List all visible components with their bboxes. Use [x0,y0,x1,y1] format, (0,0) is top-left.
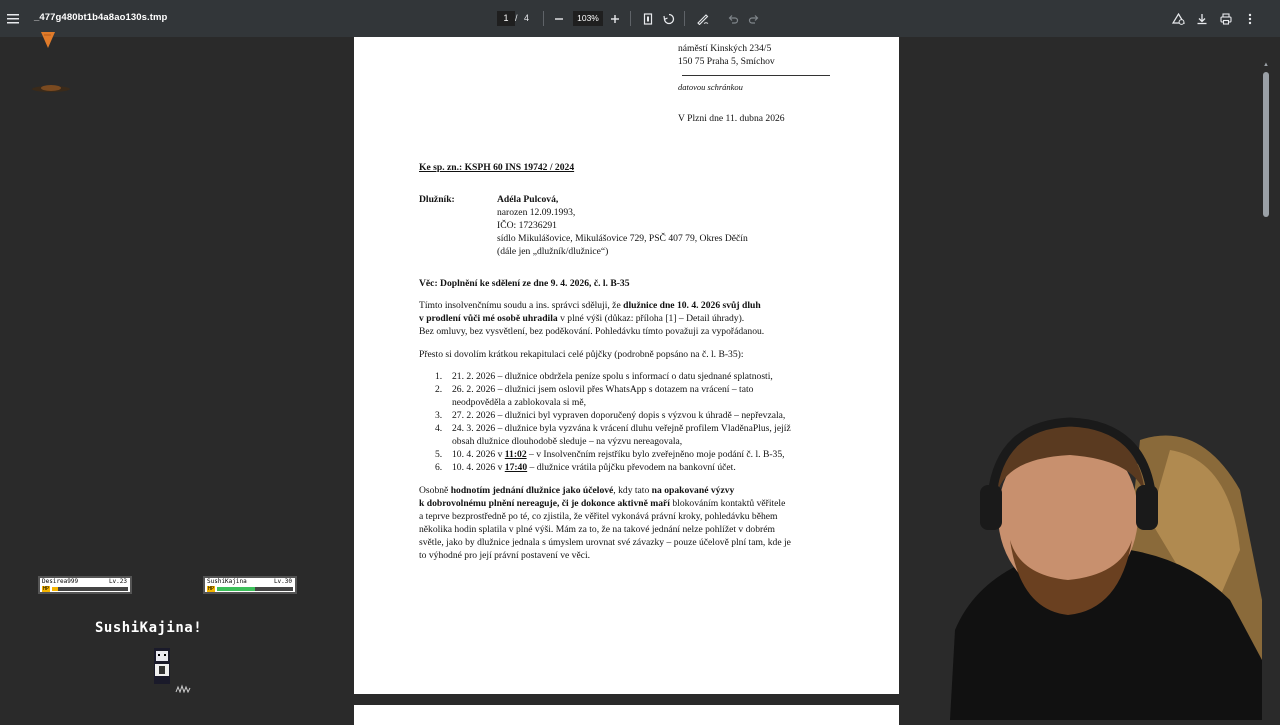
zoom-in-icon[interactable] [605,9,625,29]
list-item: 21. 2. 2026 – dlužnice obdržela peníze spolu s informací o datu sjednané splatnosti, [452,371,773,382]
debtor-ico: IČO: 17236291 [497,220,557,231]
toolbar-divider [630,11,631,26]
list-number: 1. [435,371,443,382]
zoom-input[interactable]: 103% [573,11,603,26]
paragraph-line: Přesto si dovolím krátkou rekapitulaci celé půjčky (podrobně popsáno na č. l. B-35): [419,349,744,360]
document-title: _477g480bt1b4a8ao130s.tmp [34,12,168,23]
download-icon[interactable] [1192,9,1212,29]
player-level: Lv.23 [108,578,127,585]
webcam-overlay [940,400,1262,720]
page-total: 4 [524,13,530,23]
player-name: Desirea999 [42,578,79,585]
list-item: 26. 2. 2026 – dlužnici jsem oslovil přes WhatsApp s dotazem na vrácení – tato [452,384,754,395]
more-options-icon[interactable] [1240,9,1260,29]
debtor-seat: sídlo Mikulášovice, Mikulášovice 729, PSČ 407 79, Okres Děčín [497,233,748,244]
overlay-shout: SushiKajina! [95,620,203,636]
zoom-out-icon[interactable] [549,9,569,29]
player-level: Lv.30 [273,578,292,585]
list-item: 10. 4. 2026 v 17:40 – dlužnice vrátila půjčku převodem na bankovní účet. [452,462,736,473]
paragraph-line: v prodlení vůči mé osobě uhradila v plné výši (důkaz: příloha [1] – Detail úhrady). [419,313,745,324]
undo-icon[interactable] [723,9,743,29]
carrot-sprite-icon [38,30,58,55]
debtor-alias: (dále jen „dlužník/dlužnice“) [497,246,609,257]
paragraph-line: několika hodin splatila v plné výši. Mám za to, že na takové jednání nelze pohlížet v dobrém [419,524,775,535]
paragraph-line: Osobně hodnotím jednání dlužnice jako účelové, kdy tato na opakované výzvy [419,485,735,496]
menu-icon[interactable] [3,9,23,29]
scrollbar-thumb[interactable] [1263,72,1269,217]
player-card [203,576,297,594]
creature-sprite-icon [30,80,72,98]
list-item: 10. 4. 2026 v 11:02 – v Insolvenčním rejstříku bylo zveřejněno moje podání č. l. B-35, [452,449,785,460]
list-number: 3. [435,410,443,421]
paragraph-line: to výhodné pro její právní postavení ve věci. [419,550,591,561]
hp-bar [217,587,293,591]
hp-label: HP [208,586,215,592]
address-line: 150 75 Praha 5, Smíchov [678,56,775,67]
page-number-input[interactable]: 1 [497,11,515,26]
sparkle-sprite-icon [175,680,191,698]
paragraph-line: Tímto insolvenčnímu soudu a ins. správci sděluji, že dlužnice dne 10. 4. 2026 svůj dluh [419,300,761,311]
list-item: obsah dlužnice dlouhodobě sleduje – na výzvu nereagovala, [452,436,683,447]
paragraph-line: světle, jako by dlužnice jednala s úmyslem urovnat své závazky – pouze účelově plní tam, kde je [419,537,791,548]
scroll-up-icon[interactable]: ▲ [1263,62,1269,68]
debtor-label: Dlužník: [419,194,455,205]
hp-bar [52,587,128,591]
list-item: neodpověděla a zablokovala si mě, [452,397,586,408]
debtor-name: Adéla Pulcová, [497,194,559,205]
case-reference: Ke sp. zn.: KSPH 60 INS 19742 / 2024 [419,162,575,173]
page-separator: / [515,13,518,23]
list-number: 6. [435,462,443,473]
list-item: 24. 3. 2026 – dlužnice byla vyzvána k vrácení dluhu veřejně profilem VladěnaPlus, jejíž [452,423,791,434]
rotate-icon[interactable] [659,9,679,29]
hp-label: HP [43,586,50,592]
player-card [38,576,132,594]
redo-icon[interactable] [744,9,764,29]
paragraph-line: k dobrovolnému plnění nereaguje, či je dokonce aktivně maří blokováním kontaktů věřitele [419,498,786,509]
toolbar-divider [684,11,685,26]
list-item: 27. 2. 2026 – dlužnici byl vypraven doporučený dopis s výzvou k úhradě – nepřevzala, [452,410,786,421]
toolbar-divider [543,11,544,26]
character-sprite-icon [150,648,174,689]
hp-fill [217,587,255,591]
hp-fill [52,587,58,591]
fit-page-icon[interactable] [638,9,658,29]
pdf-toolbar [0,0,1280,37]
paragraph-line: a teprve bezprostředně po té, co zjistila, že věřitel vykonává právní kroky, pohledávku během [419,511,778,522]
address-line: náměstí Kinských 234/5 [678,43,772,54]
paragraph-line: Bez omluvy, bez vysvětlení, bez poděkování. Pohledávku tímto považuji za vypořádanou. [419,326,765,337]
player-name: SushiKajina [207,578,247,585]
print-icon[interactable] [1216,9,1236,29]
subject-line: Věc: Doplnění ke sdělení ze dne 9. 4. 2026, č. l. B-35 [419,278,630,289]
annotate-icon[interactable] [693,9,713,29]
list-number: 5. [435,449,443,460]
list-number: 2. [435,384,443,395]
drive-save-icon[interactable] [1168,9,1188,29]
pdf-page [354,705,899,725]
address-divider [682,75,830,76]
place-date: V Plzni dne 11. dubna 2026 [678,113,785,124]
list-number: 4. [435,423,443,434]
delivery-method: datovou schránkou [678,82,743,92]
pdf-page [354,37,899,694]
debtor-born: narozen 12.09.1993, [497,207,576,218]
